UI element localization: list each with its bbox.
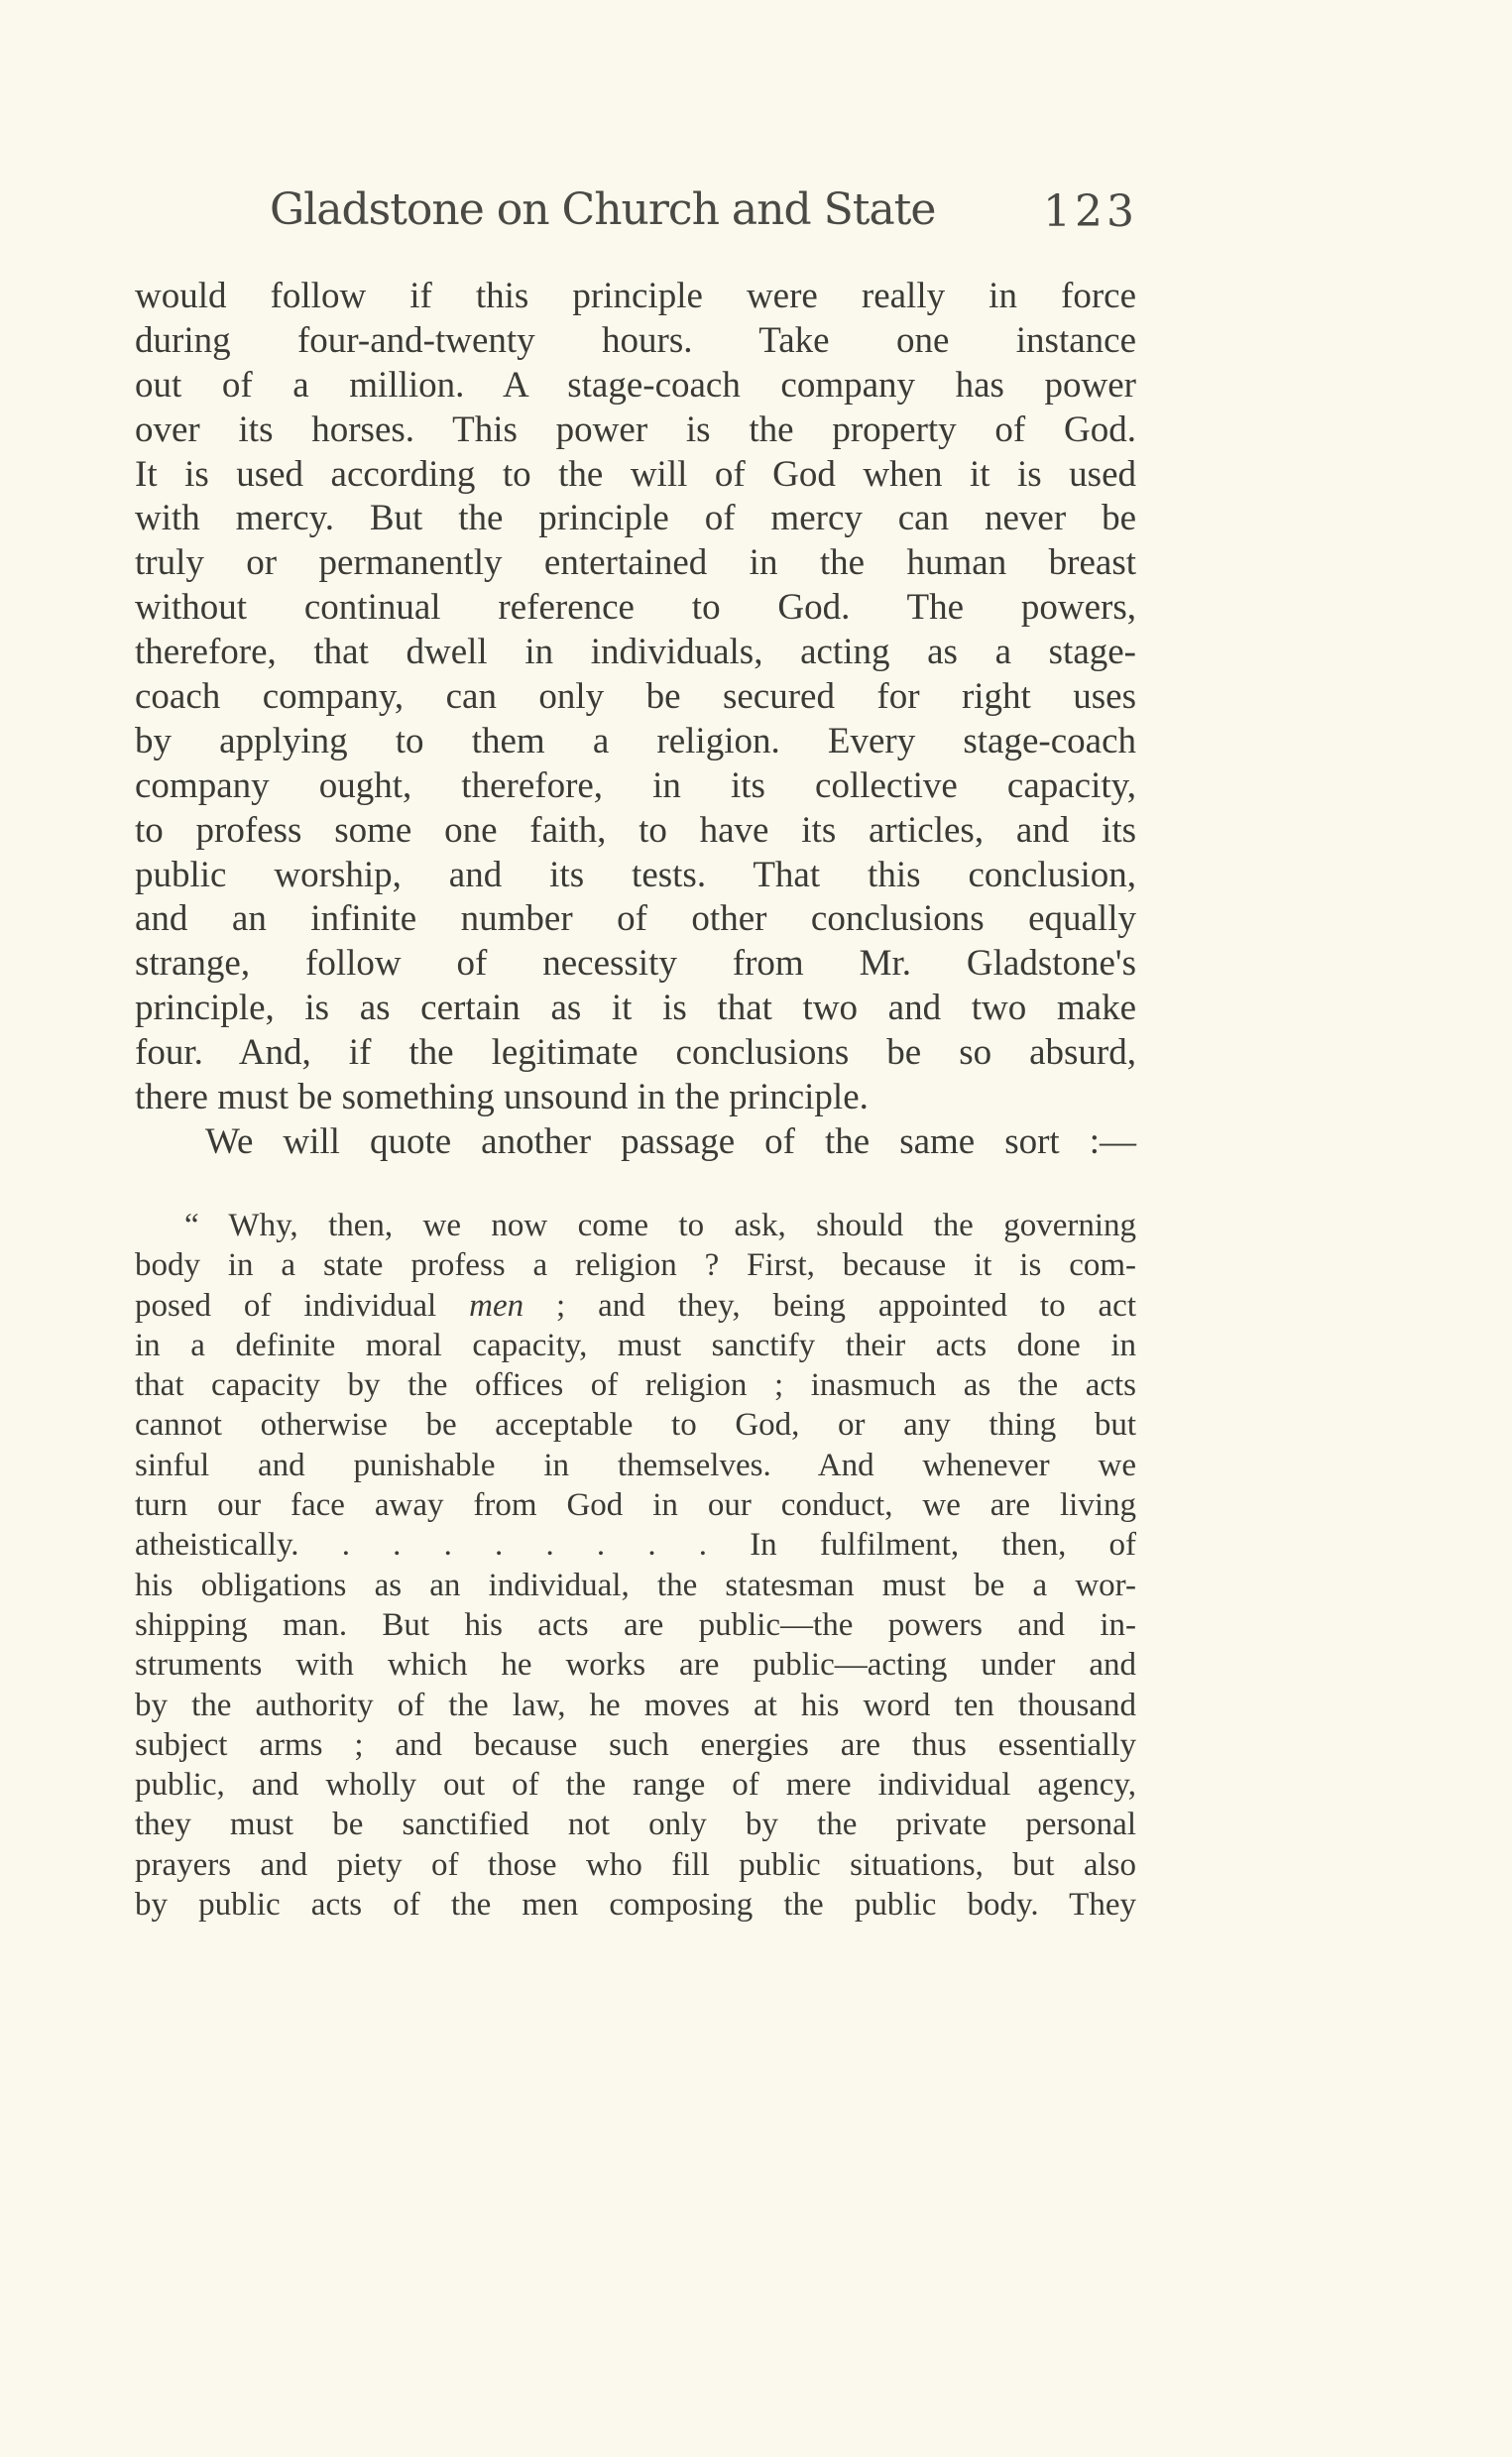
- quote-line: by the authority of the law, he moves at his word ten thousand: [135, 1687, 1136, 1723]
- quote-line: prayers and piety of those who fill public situations, but also: [135, 1846, 1136, 1883]
- quote-line: sinful and punishable in themselves. And whenever we: [135, 1447, 1136, 1483]
- body-line: to profess some one faith, to have its articles, and its: [135, 809, 1136, 851]
- quote-line: by public acts of the men composing the public body. They: [135, 1887, 1136, 1924]
- text-segment: ; and they, being appointed to act: [523, 1287, 1136, 1324]
- body-line: four. And, if the legitimate conclusions be so absurd,: [135, 1032, 1136, 1074]
- running-header: [270, 184, 1138, 244]
- body-line: truly or permanently entertained in the human breast: [135, 542, 1136, 584]
- quote-line: body in a state profess a religion ? First, because it is com-: [135, 1247, 1136, 1284]
- body-line: over its horses. This power is the property of God.: [135, 409, 1136, 450]
- body-line: out of a million. A stage-coach company has power: [135, 364, 1136, 406]
- body-line: We will quote another passage of the same sort :—: [205, 1120, 1136, 1162]
- body-line: company ought, therefore, in its collective capacity,: [135, 764, 1136, 806]
- body-line: without continual reference to God. The powers,: [135, 587, 1136, 629]
- quote-line: atheistically. . . . . . . . . In fulfilment, then, of: [135, 1527, 1136, 1564]
- quote-line: subject arms ; and because such energies are thus essentially: [135, 1726, 1136, 1763]
- page-number: 123: [1043, 186, 1138, 237]
- quote-line: in a definite moral capacity, must sanctify their acts done in: [135, 1327, 1136, 1363]
- body-line: there must be something unsound in the principle.: [135, 1077, 869, 1118]
- body-line: and an infinite number of other conclusions equally: [135, 898, 1136, 940]
- body-text: [135, 275, 1136, 1165]
- body-line: during four-and-twenty hours. Take one instance: [135, 319, 1136, 361]
- quote-line: shipping man. But his acts are public—the powers and in-: [135, 1606, 1136, 1643]
- body-line: It is used according to the will of God when it is used: [135, 453, 1136, 495]
- quote-line: public, and wholly out of the range of mere individual agency,: [135, 1767, 1136, 1804]
- quote-line: his obligations as an individual, the statesman must be a wor-: [135, 1567, 1136, 1603]
- body-line: would follow if this principle were really in force: [135, 276, 1136, 316]
- text-segment: posed of individual: [135, 1287, 470, 1324]
- running-title: Gladstone on Church and State: [270, 184, 936, 235]
- italic-word: men: [469, 1287, 524, 1324]
- body-line: by applying to them a religion. Every stage-coach: [135, 720, 1136, 761]
- body-line: coach company, can only be secured for right uses: [135, 676, 1136, 718]
- quote-line: [135, 1286, 1136, 1326]
- quote-line: cannot otherwise be acceptable to God, or any thing but: [135, 1407, 1136, 1444]
- body-line: public worship, and its tests. That this conclusion,: [135, 854, 1136, 895]
- quote-line: “ Why, then, we now come to ask, should the governing: [184, 1208, 1136, 1243]
- quote-line: struments with which he works are public—acting under and: [135, 1647, 1136, 1684]
- quote-line: that capacity by the offices of religion ; inasmuch as the acts: [135, 1367, 1136, 1404]
- quote-line: they must be sanctified not only by the private personal: [135, 1807, 1136, 1843]
- block-quote: [135, 1206, 1136, 1925]
- quote-line: turn our face away from God in our conduct, we are living: [135, 1487, 1136, 1524]
- body-line: principle, is as certain as it is that two and two make: [135, 988, 1136, 1029]
- body-line: strange, follow of necessity from Mr. Gladstone's: [135, 943, 1136, 985]
- body-line: with mercy. But the principle of mercy can never be: [135, 498, 1136, 539]
- body-line: therefore, that dwell in individuals, acting as a stage-: [135, 632, 1136, 673]
